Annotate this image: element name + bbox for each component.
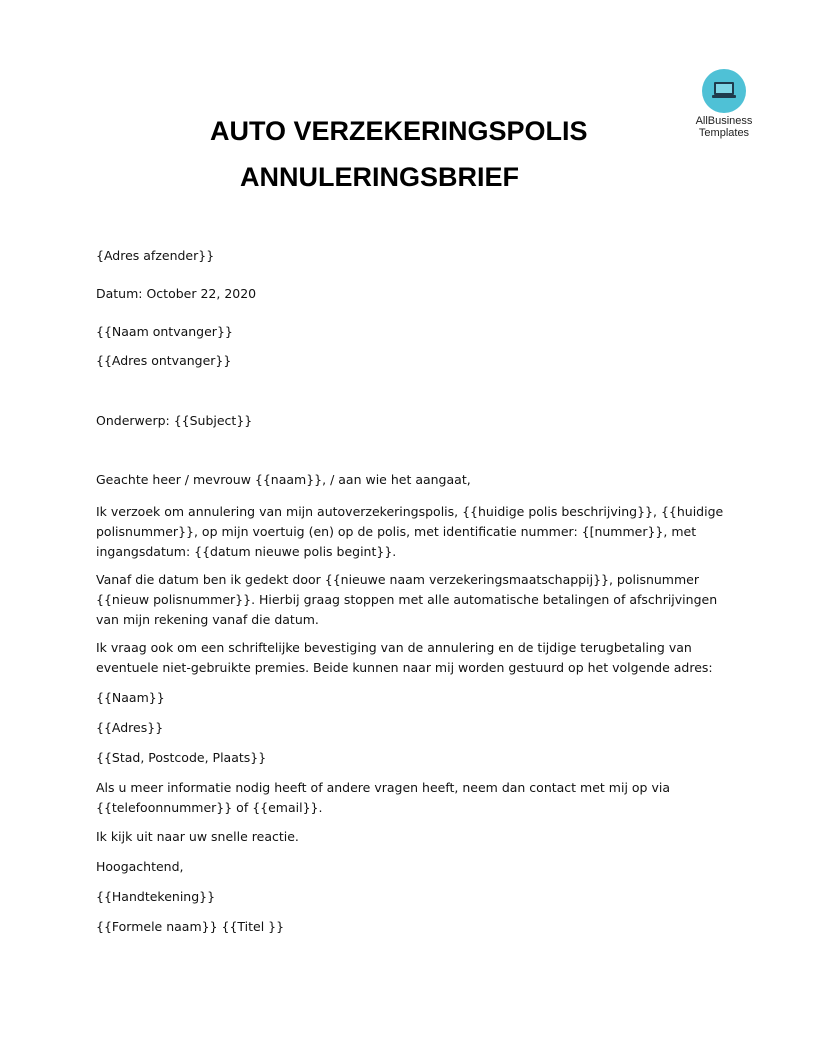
paragraph-confirmation-request: Ik vraag ook om een schriftelijke bevestiging van de annulering en de tijdige terugbetaling van eventuele niet-gebruikte premies. Beide kunnen naar mij worden gestuurd op het volgende adres: <box>96 640 713 675</box>
allbusiness-logo <box>684 69 764 139</box>
logo-text-line1: AllBusiness <box>695 115 753 127</box>
subject-line: Onderwerp: {{Subject}} <box>96 413 253 428</box>
paragraph-closing-remark: Ik kijk uit naar uw snelle reactie. <box>96 829 299 844</box>
laptop-icon <box>711 80 737 102</box>
document-title-line2: ANNULERINGSBRIEF <box>240 162 520 192</box>
address-name: {{Naam}} <box>96 690 165 705</box>
sender-address: {Adres afzender}} <box>96 248 215 263</box>
paragraph-contact-info: Als u meer informatie nodig heeft of andere vragen heeft, neem dan contact met mij op via {{telefoonnummer}} of {{email}}. <box>96 780 670 815</box>
recipient-name: {{Naam ontvanger}} <box>96 324 233 339</box>
logo-circle <box>702 69 746 113</box>
signature: {{Handtekening}} <box>96 889 216 904</box>
recipient-address: {{Adres ontvanger}} <box>96 353 232 368</box>
letter-date: Datum: October 22, 2020 <box>96 286 257 301</box>
salutation: Geachte heer / mevrouw {{naam}}, / aan wie het aangaat, <box>96 472 471 487</box>
logo-text-line2: Templates <box>698 127 750 139</box>
paragraph-new-coverage: Vanaf die datum ben ik gedekt door {{nieuwe naam verzekeringsmaatschappij}}, polisnummer {{nieuw polisnummer}}. Hierbij graag stoppen met alle automatische betalingen of afschrijvingen van mijn rekening vanaf die datum. <box>96 572 718 627</box>
document-title-line1: AUTO VERZEKERINGSPOLIS <box>210 116 588 146</box>
address-street: {{Adres}} <box>96 720 164 735</box>
formal-name-title: {{Formele naam}} {{Titel }} <box>96 919 285 934</box>
address-city: {{Stad, Postcode, Plaats}} <box>96 750 267 765</box>
paragraph-cancellation-request: Ik verzoek om annulering van mijn autoverzekeringspolis, {{huidige polis beschrijving}}, {{huidige polisnummer}}, op mijn voertuig (en) op de polis, met identificatie nummer: {[nummer}}, met ingangsdatum: {{datum nieuwe polis begint}}. <box>96 504 724 559</box>
closing: Hoogachtend, <box>96 859 184 874</box>
